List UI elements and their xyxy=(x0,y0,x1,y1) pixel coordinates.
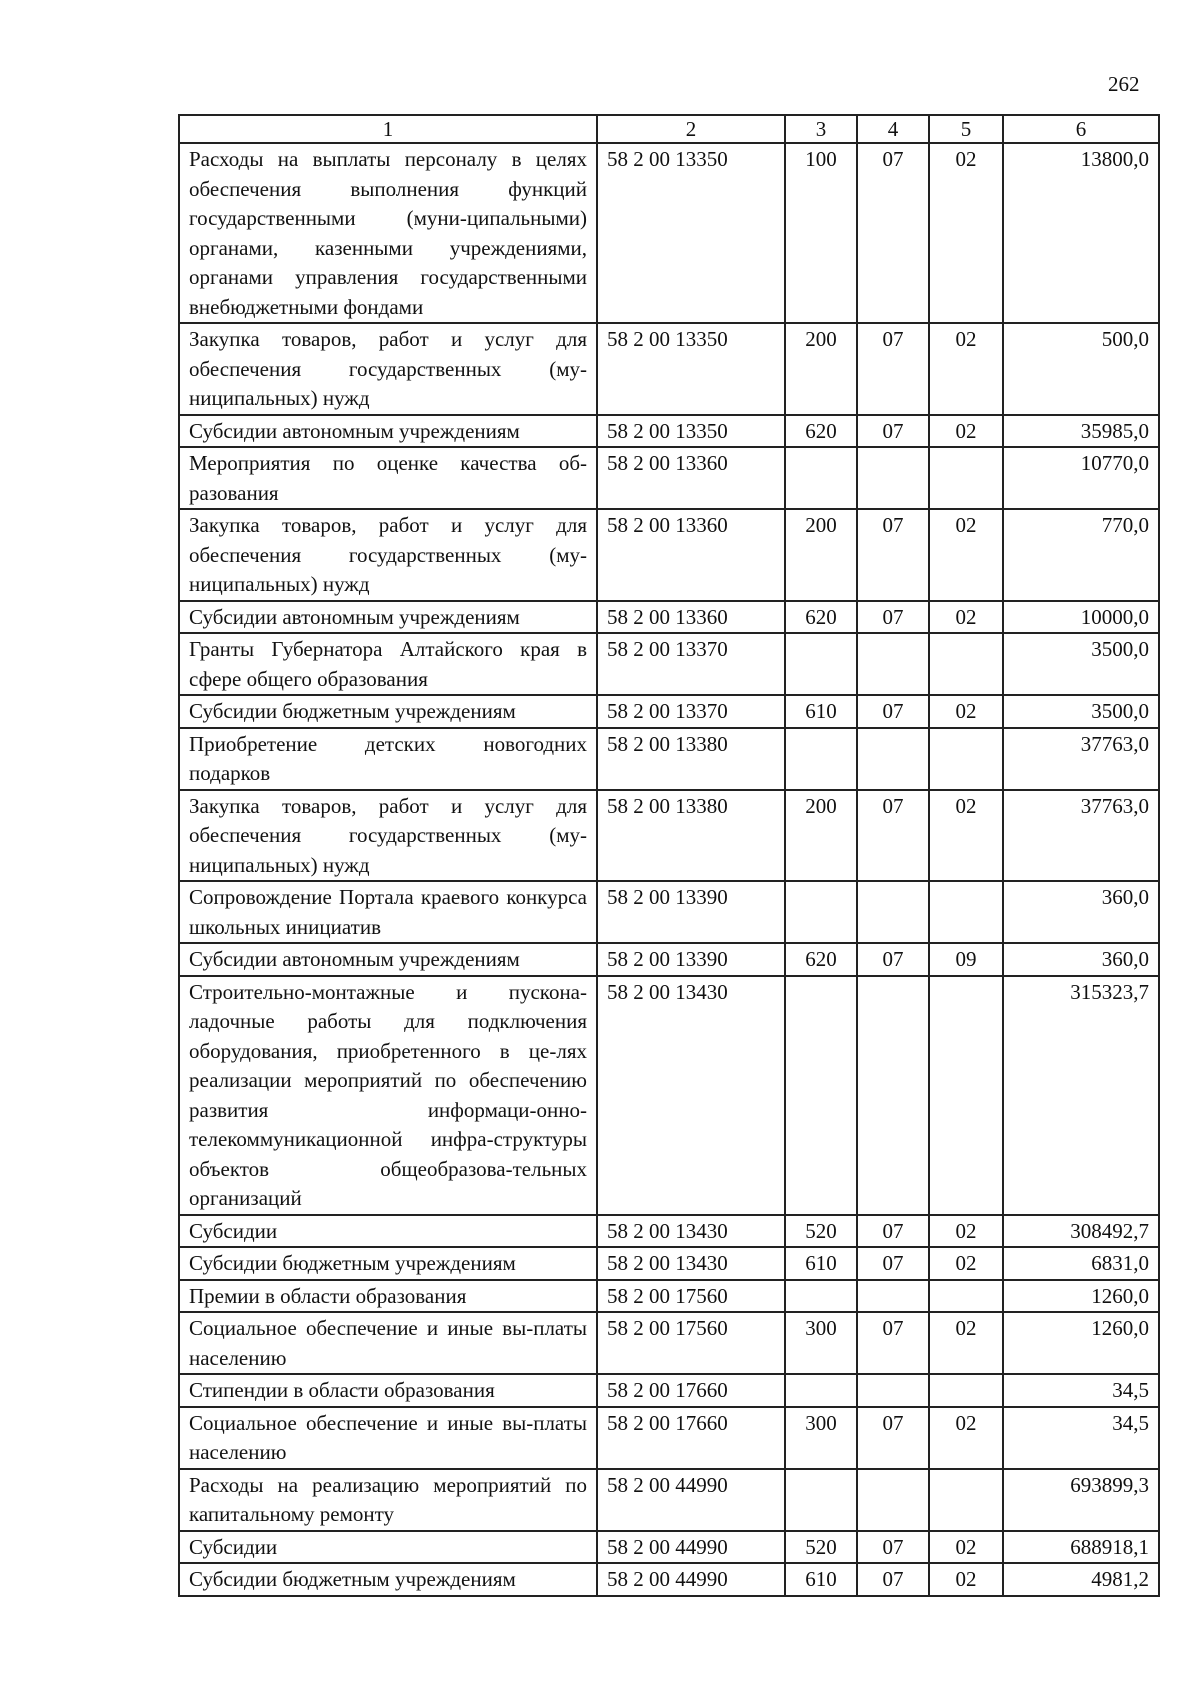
table-row xyxy=(179,976,1159,1215)
table-row xyxy=(179,1531,1159,1564)
row-expense-type-cell xyxy=(785,1469,857,1531)
row-expense-type-cell xyxy=(785,881,857,943)
row-amount-cell: 315323,7 xyxy=(1003,976,1159,1215)
row-name-cell: Субсидии автономным учреждениям xyxy=(179,601,597,634)
row-subsection-cell: 02 xyxy=(929,143,1003,323)
table-row xyxy=(179,790,1159,882)
row-subsection-cell: 02 xyxy=(929,695,1003,728)
row-name-cell: Социальное обеспечение и иные вы-платы населению xyxy=(179,1312,597,1374)
table-row xyxy=(179,881,1159,943)
row-section-cell: 07 xyxy=(857,1531,929,1564)
row-code-cell: 58 2 00 13380 xyxy=(597,790,785,882)
row-code-cell: 58 2 00 13380 xyxy=(597,728,785,790)
row-section-cell xyxy=(857,1280,929,1313)
column-header: 1 xyxy=(179,115,597,143)
row-amount-cell: 3500,0 xyxy=(1003,633,1159,695)
row-expense-type-cell xyxy=(785,976,857,1215)
row-name-cell: Закупка товаров, работ и услуг для обеспечения государственных (му-ниципальных) нужд xyxy=(179,323,597,415)
row-section-cell xyxy=(857,881,929,943)
row-code-cell: 58 2 00 44990 xyxy=(597,1563,785,1596)
row-amount-cell: 10770,0 xyxy=(1003,447,1159,509)
row-subsection-cell: 02 xyxy=(929,509,1003,601)
row-expense-type-cell xyxy=(785,633,857,695)
row-code-cell: 58 2 00 44990 xyxy=(597,1469,785,1531)
row-section-cell xyxy=(857,447,929,509)
row-name-cell: Социальное обеспечение и иные вы-платы населению xyxy=(179,1407,597,1469)
row-subsection-cell: 02 xyxy=(929,1247,1003,1280)
table-row xyxy=(179,509,1159,601)
row-section-cell: 07 xyxy=(857,415,929,448)
row-subsection-cell xyxy=(929,1280,1003,1313)
row-section-cell: 07 xyxy=(857,695,929,728)
row-subsection-cell xyxy=(929,447,1003,509)
row-amount-cell: 13800,0 xyxy=(1003,143,1159,323)
row-name-cell: Закупка товаров, работ и услуг для обеспечения государственных (му-ниципальных) нужд xyxy=(179,509,597,601)
table-row xyxy=(179,447,1159,509)
row-code-cell: 58 2 00 13370 xyxy=(597,695,785,728)
row-section-cell: 07 xyxy=(857,943,929,976)
table-row xyxy=(179,323,1159,415)
row-name-cell: Приобретение детских новогодних подарков xyxy=(179,728,597,790)
row-subsection-cell xyxy=(929,633,1003,695)
row-section-cell xyxy=(857,633,929,695)
row-subsection-cell: 02 xyxy=(929,323,1003,415)
row-code-cell: 58 2 00 17560 xyxy=(597,1312,785,1374)
row-section-cell: 07 xyxy=(857,790,929,882)
budget-table xyxy=(178,114,1160,1597)
row-name-cell: Сопровождение Портала краевого конкурса школьных инициатив xyxy=(179,881,597,943)
row-expense-type-cell: 620 xyxy=(785,601,857,634)
row-expense-type-cell: 300 xyxy=(785,1407,857,1469)
row-amount-cell: 35985,0 xyxy=(1003,415,1159,448)
table-row xyxy=(179,1374,1159,1407)
table-row xyxy=(179,695,1159,728)
row-name-cell: Субсидии автономным учреждениям xyxy=(179,943,597,976)
row-amount-cell: 4981,2 xyxy=(1003,1563,1159,1596)
row-section-cell xyxy=(857,1469,929,1531)
row-name-cell: Субсидии бюджетным учреждениям xyxy=(179,695,597,728)
row-code-cell: 58 2 00 13350 xyxy=(597,143,785,323)
row-section-cell xyxy=(857,1374,929,1407)
row-amount-cell: 3500,0 xyxy=(1003,695,1159,728)
row-expense-type-cell: 200 xyxy=(785,790,857,882)
row-subsection-cell xyxy=(929,728,1003,790)
row-code-cell: 58 2 00 44990 xyxy=(597,1531,785,1564)
table-row xyxy=(179,1563,1159,1596)
row-section-cell: 07 xyxy=(857,143,929,323)
column-header: 4 xyxy=(857,115,929,143)
row-name-cell: Стипендии в области образования xyxy=(179,1374,597,1407)
row-amount-cell: 360,0 xyxy=(1003,943,1159,976)
row-subsection-cell: 09 xyxy=(929,943,1003,976)
row-code-cell: 58 2 00 13350 xyxy=(597,323,785,415)
row-code-cell: 58 2 00 13350 xyxy=(597,415,785,448)
row-name-cell: Расходы на реализацию мероприятий по капитальному ремонту xyxy=(179,1469,597,1531)
row-subsection-cell xyxy=(929,976,1003,1215)
row-section-cell: 07 xyxy=(857,1563,929,1596)
table-row xyxy=(179,143,1159,323)
row-section-cell xyxy=(857,728,929,790)
row-subsection-cell xyxy=(929,1374,1003,1407)
row-expense-type-cell: 610 xyxy=(785,1563,857,1596)
row-amount-cell: 1260,0 xyxy=(1003,1312,1159,1374)
row-code-cell: 58 2 00 13360 xyxy=(597,509,785,601)
row-section-cell: 07 xyxy=(857,509,929,601)
row-expense-type-cell: 520 xyxy=(785,1531,857,1564)
row-amount-cell: 6831,0 xyxy=(1003,1247,1159,1280)
table-row xyxy=(179,943,1159,976)
table-row xyxy=(179,1312,1159,1374)
row-code-cell: 58 2 00 13390 xyxy=(597,943,785,976)
row-expense-type-cell: 620 xyxy=(785,415,857,448)
row-amount-cell: 10000,0 xyxy=(1003,601,1159,634)
row-expense-type-cell: 520 xyxy=(785,1215,857,1248)
column-header: 2 xyxy=(597,115,785,143)
row-subsection-cell: 02 xyxy=(929,601,1003,634)
row-code-cell: 58 2 00 13370 xyxy=(597,633,785,695)
row-amount-cell: 693899,3 xyxy=(1003,1469,1159,1531)
column-header: 3 xyxy=(785,115,857,143)
row-expense-type-cell xyxy=(785,1374,857,1407)
row-section-cell: 07 xyxy=(857,1312,929,1374)
row-amount-cell: 1260,0 xyxy=(1003,1280,1159,1313)
row-amount-cell: 37763,0 xyxy=(1003,728,1159,790)
row-code-cell: 58 2 00 13430 xyxy=(597,976,785,1215)
row-subsection-cell: 02 xyxy=(929,1563,1003,1596)
page-number: 262 xyxy=(1108,72,1140,96)
row-section-cell: 07 xyxy=(857,1247,929,1280)
row-code-cell: 58 2 00 13390 xyxy=(597,881,785,943)
row-code-cell: 58 2 00 17660 xyxy=(597,1407,785,1469)
row-subsection-cell: 02 xyxy=(929,790,1003,882)
row-expense-type-cell: 200 xyxy=(785,509,857,601)
row-amount-cell: 34,5 xyxy=(1003,1407,1159,1469)
row-name-cell: Мероприятия по оценке качества об-разования xyxy=(179,447,597,509)
row-code-cell: 58 2 00 17560 xyxy=(597,1280,785,1313)
row-expense-type-cell xyxy=(785,1280,857,1313)
row-subsection-cell: 02 xyxy=(929,1312,1003,1374)
row-amount-cell: 500,0 xyxy=(1003,323,1159,415)
row-expense-type-cell: 100 xyxy=(785,143,857,323)
table-row xyxy=(179,415,1159,448)
row-section-cell: 07 xyxy=(857,601,929,634)
row-name-cell: Премии в области образования xyxy=(179,1280,597,1313)
row-code-cell: 58 2 00 13430 xyxy=(597,1215,785,1248)
row-expense-type-cell: 300 xyxy=(785,1312,857,1374)
row-section-cell: 07 xyxy=(857,1215,929,1248)
row-expense-type-cell xyxy=(785,447,857,509)
row-name-cell: Строительно-монтажные и пускона-ладочные работы для подключения оборудования, приобретенного в це-лях реализации мероприятий по обеспечению развития информаци-онно-телекоммуникационной инфра-структуры объектов общеобразова-тельных организаций xyxy=(179,976,597,1215)
table-row xyxy=(179,1280,1159,1313)
row-name-cell: Субсидии бюджетным учреждениям xyxy=(179,1563,597,1596)
row-name-cell: Субсидии бюджетным учреждениям xyxy=(179,1247,597,1280)
row-code-cell: 58 2 00 13430 xyxy=(597,1247,785,1280)
table-row xyxy=(179,1247,1159,1280)
table-header-row xyxy=(179,115,1159,143)
row-name-cell: Гранты Губернатора Алтайского края в сфере общего образования xyxy=(179,633,597,695)
row-amount-cell: 688918,1 xyxy=(1003,1531,1159,1564)
row-subsection-cell: 02 xyxy=(929,1407,1003,1469)
column-header: 6 xyxy=(1003,115,1159,143)
row-section-cell xyxy=(857,976,929,1215)
row-expense-type-cell: 610 xyxy=(785,695,857,728)
row-code-cell: 58 2 00 13360 xyxy=(597,601,785,634)
table-row xyxy=(179,1215,1159,1248)
row-code-cell: 58 2 00 13360 xyxy=(597,447,785,509)
row-amount-cell: 770,0 xyxy=(1003,509,1159,601)
row-name-cell: Расходы на выплаты персоналу в целях обеспечения выполнения функций государственными (муни-ципальными) органами, казенными учреждениями, органами управления государственными внебюджетными фондами xyxy=(179,143,597,323)
row-name-cell: Субсидии xyxy=(179,1531,597,1564)
row-subsection-cell: 02 xyxy=(929,1215,1003,1248)
table-row xyxy=(179,633,1159,695)
table-row xyxy=(179,601,1159,634)
row-section-cell: 07 xyxy=(857,1407,929,1469)
row-subsection-cell xyxy=(929,881,1003,943)
row-amount-cell: 360,0 xyxy=(1003,881,1159,943)
row-name-cell: Субсидии автономным учреждениям xyxy=(179,415,597,448)
row-subsection-cell xyxy=(929,1469,1003,1531)
row-amount-cell: 34,5 xyxy=(1003,1374,1159,1407)
row-section-cell: 07 xyxy=(857,323,929,415)
row-amount-cell: 308492,7 xyxy=(1003,1215,1159,1248)
row-amount-cell: 37763,0 xyxy=(1003,790,1159,882)
row-subsection-cell: 02 xyxy=(929,415,1003,448)
budget-table-body xyxy=(179,115,1159,1596)
row-name-cell: Субсидии xyxy=(179,1215,597,1248)
table-row xyxy=(179,1407,1159,1469)
row-expense-type-cell: 200 xyxy=(785,323,857,415)
row-expense-type-cell xyxy=(785,728,857,790)
row-code-cell: 58 2 00 17660 xyxy=(597,1374,785,1407)
table-row xyxy=(179,1469,1159,1531)
row-name-cell: Закупка товаров, работ и услуг для обеспечения государственных (му-ниципальных) нужд xyxy=(179,790,597,882)
row-expense-type-cell: 610 xyxy=(785,1247,857,1280)
row-subsection-cell: 02 xyxy=(929,1531,1003,1564)
row-expense-type-cell: 620 xyxy=(785,943,857,976)
table-row xyxy=(179,728,1159,790)
column-header: 5 xyxy=(929,115,1003,143)
